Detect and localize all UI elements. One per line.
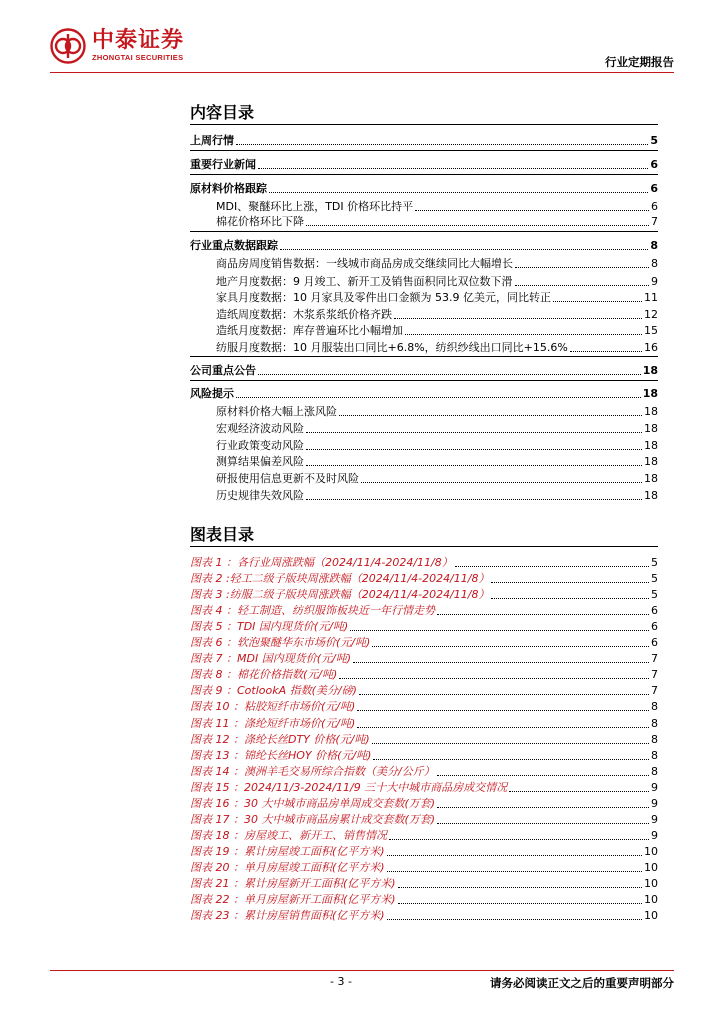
- figure-entry-page: 8: [651, 716, 658, 730]
- toc-subsection-entry[interactable]: [190, 453, 658, 469]
- toc-section-entry[interactable]: [190, 156, 658, 172]
- figure-entry-page: 9: [651, 812, 658, 826]
- toc-leader-dots: [236, 397, 641, 398]
- figure-leader-dots: [357, 727, 649, 728]
- figure-entry-title: 图表 10 ：粘胶短纤市场价(元/吨): [190, 700, 356, 714]
- toc-leader-dots: [306, 225, 649, 226]
- figure-entry-title: 图表 4 ：轻工制造、纺织服饰板块近一年行情走势: [190, 604, 435, 618]
- toc-entry-page: 9: [651, 275, 658, 288]
- figure-leader-dots: [437, 807, 649, 808]
- figure-entry-title: 图表 8 ：棉花价格指数(元/吨): [190, 668, 338, 682]
- toc-leader-dots: [405, 334, 642, 335]
- figure-entry-title: 图表 1 ：各行业周涨跌幅（2024/11/4-2024/11/8）: [190, 556, 453, 569]
- figure-entry-title: 图表 16 ：30 大中城市商品房单周成交套数(万套): [190, 796, 436, 810]
- figure-leader-dots: [339, 678, 649, 679]
- toc-leader-dots: [306, 449, 642, 450]
- toc-subsection-entry[interactable]: [190, 255, 658, 271]
- toc-entry-title: 家具月度数据：10 月家具及零件出口金额为 53.9 亿美元，同比转正: [216, 291, 551, 304]
- toc-entry-title: 行业重点数据跟踪: [190, 239, 278, 252]
- figure-leader-dots: [389, 839, 649, 840]
- figure-entry-page: 7: [651, 652, 658, 666]
- toc-entry-page: 18: [644, 455, 658, 468]
- toc-entry-page: 18: [644, 422, 658, 435]
- toc-leader-dots: [339, 415, 642, 416]
- toc-entry-title: MDI、聚醚环比上涨，TDI 价格环比持平: [216, 200, 414, 213]
- figure-leader-dots: [372, 743, 649, 744]
- figure-entry[interactable]: [190, 779, 658, 795]
- toc-entry-page: 5: [650, 134, 658, 147]
- figure-entry-page: 10: [644, 909, 658, 923]
- toc-entry-page: 18: [644, 489, 658, 502]
- footer-disclaimer: 请务必阅读正文之后的重要声明部分: [490, 976, 674, 990]
- figure-leader-dots: [373, 759, 649, 760]
- toc-leader-dots: [306, 499, 642, 500]
- figure-entry[interactable]: [190, 891, 658, 907]
- figure-entry-title: 图表 2 :轻工二级子版块周涨跌幅（2024/11/4-2024/11/8）: [190, 572, 490, 586]
- toc-leader-dots: [280, 249, 648, 250]
- figure-leader-dots: [353, 662, 649, 663]
- figure-entry-title: 图表 9 ：CotlookA 指数(美分/磅): [190, 684, 357, 698]
- toc-subsection-entry[interactable]: [190, 198, 658, 214]
- page-header: [50, 22, 674, 72]
- page-number: - 3 -: [330, 975, 352, 988]
- figure-entry-page: 5: [651, 572, 658, 586]
- toc-entry-page: 18: [642, 364, 658, 377]
- figure-entry-title: 图表 13 ：锦纶长丝HOY 价格(元/吨): [190, 748, 372, 762]
- figure-entry-title: 图表 12 ：涤纶长丝DTY 价格(元/吨): [190, 732, 370, 746]
- toc-entry-title: 上周行情: [190, 134, 234, 147]
- figure-entry[interactable]: [190, 875, 658, 891]
- toc-leader-dots: [394, 318, 642, 319]
- figure-leader-dots: [387, 855, 642, 856]
- figures-title: 图表目录: [190, 525, 255, 544]
- toc-entry-page: 6: [650, 182, 658, 195]
- footer-divider: [50, 970, 674, 971]
- figures-title-divider: [190, 546, 658, 547]
- figure-entry-page: 9: [651, 780, 658, 794]
- toc-subsection-entry[interactable]: [190, 273, 658, 289]
- toc-entry-page: 8: [651, 257, 658, 270]
- toc-subsection-entry[interactable]: [190, 470, 658, 486]
- figure-leader-dots: [359, 694, 649, 695]
- toc-entry-title: 研报使用信息更新不及时风险: [216, 472, 359, 485]
- figure-entry-page: 8: [651, 700, 658, 714]
- toc-leader-dots: [415, 210, 649, 211]
- toc-section-entry[interactable]: [190, 132, 658, 148]
- figure-entry[interactable]: [190, 843, 658, 859]
- toc-entry-page: 8: [650, 239, 658, 252]
- toc-entry-page: 18: [644, 472, 658, 485]
- toc-separator: [190, 150, 658, 151]
- figure-entry[interactable]: [190, 795, 658, 811]
- toc-entry-title: 原材料价格大幅上涨风险: [216, 405, 337, 418]
- figure-entry-page: 5: [651, 588, 658, 602]
- figure-entry-page: 8: [651, 732, 658, 746]
- toc-subsection-entry[interactable]: [190, 403, 658, 419]
- figure-entry-title: 图表 7 ：MDI 国内现货价(元/吨): [190, 652, 351, 666]
- figure-entry[interactable]: [190, 859, 658, 875]
- figure-entry-title: 图表 3 :纺服二级子版块周涨跌幅（2024/11/4-2024/11/8）: [190, 588, 490, 602]
- brand-logo: [50, 22, 184, 70]
- toc-subsection-entry[interactable]: [190, 339, 658, 355]
- figure-leader-dots: [491, 598, 649, 599]
- figure-entry[interactable]: [190, 827, 658, 843]
- toc-separator: [190, 356, 658, 357]
- toc-entry-page: 6: [651, 200, 658, 213]
- toc-section-entry[interactable]: [190, 385, 658, 401]
- toc-leader-dots: [361, 482, 642, 483]
- figure-entry-page: 8: [651, 748, 658, 762]
- toc-separator: [190, 380, 658, 381]
- toc-subsection-entry[interactable]: [190, 306, 658, 322]
- figure-entry-title: 图表 22 ：单月房屋新开工面积(亿平方米): [190, 893, 396, 907]
- toc-leader-dots: [553, 301, 642, 302]
- figure-leader-dots: [437, 823, 649, 824]
- toc-entry-title: 造纸周度数据：木浆系浆纸价格齐跌: [216, 308, 392, 321]
- zhongtai-logo-icon: [50, 28, 86, 64]
- figure-leader-dots: [387, 919, 642, 920]
- figure-entry-page: 6: [651, 604, 658, 618]
- figure-entry-title: 图表 14 ：澳洲羊毛交易所综合指数（美分/公斤）: [190, 764, 435, 778]
- figure-leader-dots: [398, 903, 642, 904]
- figure-entry[interactable]: [190, 731, 658, 747]
- toc-leader-dots: [570, 351, 642, 352]
- toc-entry-title: 纺服月度数据：10 月服装出口同比+6.8%，纺织纱线出口同比+15.6%: [216, 341, 568, 354]
- toc-entry-title: 棉花价格环比下降: [216, 215, 304, 228]
- toc-entry-title: 公司重点公告: [190, 364, 256, 377]
- figure-entry[interactable]: [190, 907, 658, 923]
- figure-entry-title: 图表 19 ：累计房屋竣工面积(亿平方米): [190, 844, 385, 858]
- figure-leader-dots: [350, 630, 649, 631]
- figure-entry[interactable]: [190, 763, 658, 779]
- toc-section-entry[interactable]: [190, 180, 658, 196]
- figure-entry-title: 图表 23 ：累计房屋销售面积(亿平方米): [190, 909, 385, 923]
- figure-entry-title: 图表 11 ：涤纶短纤市场价(元/吨): [190, 716, 356, 730]
- figure-leader-dots: [509, 791, 649, 792]
- toc-title-divider: [190, 124, 658, 125]
- figure-entry-title: 图表 18 ：房屋竣工、新开工、销售情况: [190, 828, 387, 842]
- figure-entry[interactable]: [190, 698, 658, 714]
- figure-entry[interactable]: [190, 811, 658, 827]
- figure-leader-dots: [398, 887, 642, 888]
- figure-entry-page: 6: [651, 620, 658, 634]
- brand-name-cn: 中泰证券: [92, 28, 185, 53]
- toc-entry-page: 18: [644, 405, 658, 418]
- figure-entry-title: 图表 6 ：软泡聚醚华东市场价(元/吨): [190, 636, 371, 650]
- figure-leader-dots: [357, 710, 649, 711]
- figure-entry-page: 8: [651, 764, 658, 778]
- toc-leader-dots: [269, 192, 648, 193]
- toc-section-entry[interactable]: [190, 362, 658, 378]
- header-divider: [50, 72, 674, 73]
- toc-leader-dots: [306, 432, 642, 433]
- figure-entry-page: 10: [644, 844, 658, 858]
- figure-entry[interactable]: [190, 554, 658, 570]
- toc-leader-dots: [258, 168, 648, 169]
- figure-entry[interactable]: [190, 618, 658, 634]
- figure-leader-dots: [372, 646, 649, 647]
- toc-entry-title: 历史规律失效风险: [216, 489, 304, 502]
- toc-entry-title: 宏观经济波动风险: [216, 422, 304, 435]
- toc-leader-dots: [515, 267, 649, 268]
- toc-subsection-entry[interactable]: [190, 213, 658, 229]
- figure-entry[interactable]: [190, 602, 658, 618]
- figure-entry[interactable]: [190, 666, 658, 682]
- figure-entry-page: 7: [651, 668, 658, 682]
- toc-entry-page: 18: [642, 387, 658, 400]
- toc-section-entry[interactable]: [190, 237, 658, 253]
- figure-leader-dots: [437, 614, 649, 615]
- figure-entry[interactable]: [190, 650, 658, 666]
- toc-entry-page: 11: [644, 291, 658, 304]
- figure-entry-page: 10: [644, 860, 658, 874]
- toc-entry-title: 原材料价格跟踪: [190, 182, 267, 195]
- report-type-label: 行业定期报告: [605, 55, 674, 69]
- figure-entry-title: 图表 17 ：30 大中城市商品房累计成交套数(万套): [190, 812, 436, 826]
- toc-entry-title: 行业政策变动风险: [216, 439, 304, 452]
- toc-entry-title: 重要行业新闻: [190, 158, 256, 171]
- figure-entry-title: 图表 20 ：单月房屋竣工面积(亿平方米): [190, 860, 385, 874]
- toc-entry-title: 造纸月度数据：库存普遍环比小幅增加: [216, 324, 403, 337]
- figure-entry[interactable]: [190, 586, 658, 602]
- toc-entry-page: 7: [651, 215, 658, 228]
- figure-entry-page: 10: [644, 893, 658, 907]
- toc-leader-dots: [236, 144, 648, 145]
- figure-entry-page: 9: [651, 828, 658, 842]
- figure-entry-title: 图表 21 ：累计房屋新开工面积(亿平方米): [190, 877, 396, 890]
- toc-entry-page: 16: [644, 341, 658, 354]
- toc-entry-page: 18: [644, 439, 658, 452]
- figure-entry-page: 7: [651, 684, 658, 698]
- figure-entry[interactable]: [190, 570, 658, 586]
- figure-entry-title: 图表 5 ：TDI 国内现货价(元/吨): [190, 620, 349, 634]
- toc-entry-title: 商品房周度销售数据：一线城市商品房成交继续同比大幅增长: [216, 257, 513, 270]
- figure-entry-page: 6: [651, 636, 658, 650]
- figure-entry[interactable]: [190, 682, 658, 698]
- figure-entry-page: 5: [651, 556, 658, 569]
- toc-leader-dots: [515, 285, 650, 286]
- toc-separator: [190, 231, 658, 232]
- figure-entry[interactable]: [190, 747, 658, 763]
- figure-leader-dots: [387, 871, 642, 872]
- toc-leader-dots: [306, 465, 642, 466]
- toc-title: 内容目录: [190, 103, 255, 122]
- toc-entry-title: 风险提示: [190, 387, 234, 400]
- toc-entry-page: 15: [644, 324, 658, 337]
- figure-leader-dots: [491, 582, 649, 583]
- figure-entry-title: 图表 15 ：2024/11/3-2024/11/9 三十大中城市商品房成交情况: [190, 780, 508, 794]
- toc-subsection-entry[interactable]: [190, 322, 658, 338]
- figure-leader-dots: [437, 775, 649, 776]
- toc-subsection-entry[interactable]: [190, 289, 658, 305]
- figure-entry-page: 10: [644, 877, 658, 890]
- toc-entry-title: 地产月度数据：9 月竣工、新开工及销售面积同比双位数下滑: [216, 275, 513, 288]
- toc-leader-dots: [258, 374, 641, 375]
- toc-entry-page: 12: [644, 308, 658, 321]
- toc-subsection-entry[interactable]: [190, 437, 658, 453]
- toc-entry-title: 测算结果偏差风险: [216, 455, 304, 468]
- figure-leader-dots: [455, 566, 649, 567]
- toc-entry-page: 6: [650, 158, 658, 171]
- toc-separator: [190, 174, 658, 175]
- figure-entry[interactable]: [190, 715, 658, 731]
- toc-subsection-entry[interactable]: [190, 487, 658, 503]
- toc-subsection-entry[interactable]: [190, 420, 658, 436]
- brand-name-en: ZHONGTAI SECURITIES: [92, 53, 184, 62]
- figure-entry[interactable]: [190, 634, 658, 650]
- figure-entry-page: 9: [651, 796, 658, 810]
